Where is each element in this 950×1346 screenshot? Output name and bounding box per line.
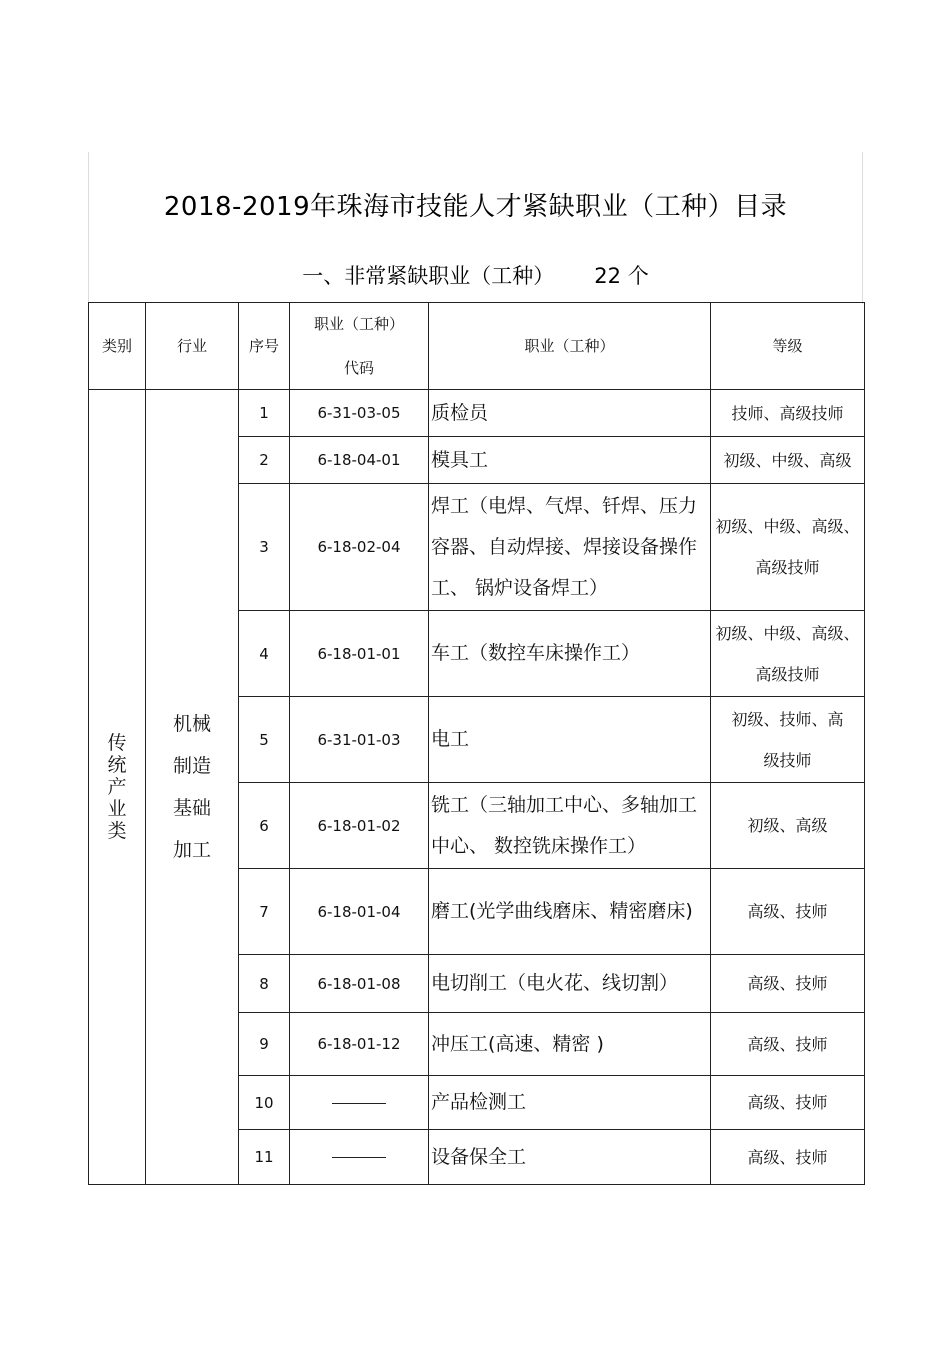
seq-cell: 3 [239,484,290,611]
category-label: 传统产业类 [107,732,127,842]
industry-cell [146,390,239,1185]
occupation-cell: 产品检测工 [429,1076,711,1130]
header-occupation: 职业（工种） [429,303,711,390]
level-cell: 初级、中级、高级 [711,437,865,484]
header-code-line2: 代码 [343,359,374,377]
header-level: 等级 [711,303,865,390]
code-cell: 6-18-01-01 [290,611,429,697]
seq-cell: 6 [239,783,290,869]
seq-cell: 4 [239,611,290,697]
seq-cell: 10 [239,1076,290,1130]
level-cell: 技师、高级技师 [711,390,865,437]
category-cell [89,390,146,1185]
code-cell: 6-18-01-12 [290,1013,429,1076]
level-cell: 初级、中级、高级、高级技师 [711,611,865,697]
level-cell: 高级、技师 [711,869,865,955]
document-title: 2018-2019年珠海市技能人才紧缺职业（工种）目录 [163,192,788,222]
header-industry: 行业 [146,303,239,390]
section-heading: 一、非常紧缺职业（工种） [302,264,555,288]
occupation-cell: 铣工（三轴加工中心、多轴加工中心、 数控铣床操作工） [429,783,711,869]
level-cell: 高级、技师 [711,1130,865,1185]
level-cell: 高级、技师 [711,955,865,1013]
seq-cell: 11 [239,1130,290,1185]
code-cell: 6-18-01-08 [290,955,429,1013]
code-cell: 6-31-03-05 [290,390,429,437]
occupation-cell: 焊工（电焊、气焊、钎焊、压力容器、自动焊接、焊接设备操作工、 锅炉设备焊工） [429,484,711,611]
header-code [290,303,429,390]
code-cell: 6-18-01-04 [290,869,429,955]
level-cell: 初级、高级 [711,783,865,869]
occupation-cell: 车工（数控车床操作工） [429,611,711,697]
code-cell: 6-18-01-02 [290,783,429,869]
occupation-cell: 冲压工(高速、精密 ) [429,1013,711,1076]
occupation-table [88,302,865,1185]
occupation-cell: 磨工(光学曲线磨床、精密磨床) [429,869,711,955]
header-category: 类别 [89,303,146,390]
seq-cell: 8 [239,955,290,1013]
industry-label: 机械制造基础加工 [172,713,211,861]
level-cell: 高级、技师 [711,1013,865,1076]
occupation-cell: 质检员 [429,390,711,437]
occupation-cell: 模具工 [429,437,711,484]
occupation-cell: 电工 [429,697,711,783]
level-cell: 高级、技师 [711,1076,865,1130]
seq-cell: 5 [239,697,290,783]
code-cell [290,1130,429,1185]
table-row [89,390,865,437]
code-cell: 6-18-04-01 [290,437,429,484]
empty-code-dash [332,1103,386,1104]
occupation-cell: 设备保全工 [429,1130,711,1185]
section-count: 22 个 [594,264,649,288]
header-seq: 序号 [239,303,290,390]
code-cell [290,1076,429,1130]
code-cell: 6-18-02-04 [290,484,429,611]
header-code-line1: 职业（工种） [313,315,404,333]
seq-cell: 1 [239,390,290,437]
level-cell: 初级、中级、高级、高级技师 [711,484,865,611]
section-title [88,260,863,290]
seq-cell: 9 [239,1013,290,1076]
table-header-row [89,303,865,390]
empty-code-dash [332,1157,386,1158]
level-cell: 初级、技师、高级技师 [711,697,865,783]
seq-cell: 2 [239,437,290,484]
seq-cell: 7 [239,869,290,955]
code-cell: 6-31-01-03 [290,697,429,783]
occupation-cell: 电切削工（电火花、线切割） [429,955,711,1013]
